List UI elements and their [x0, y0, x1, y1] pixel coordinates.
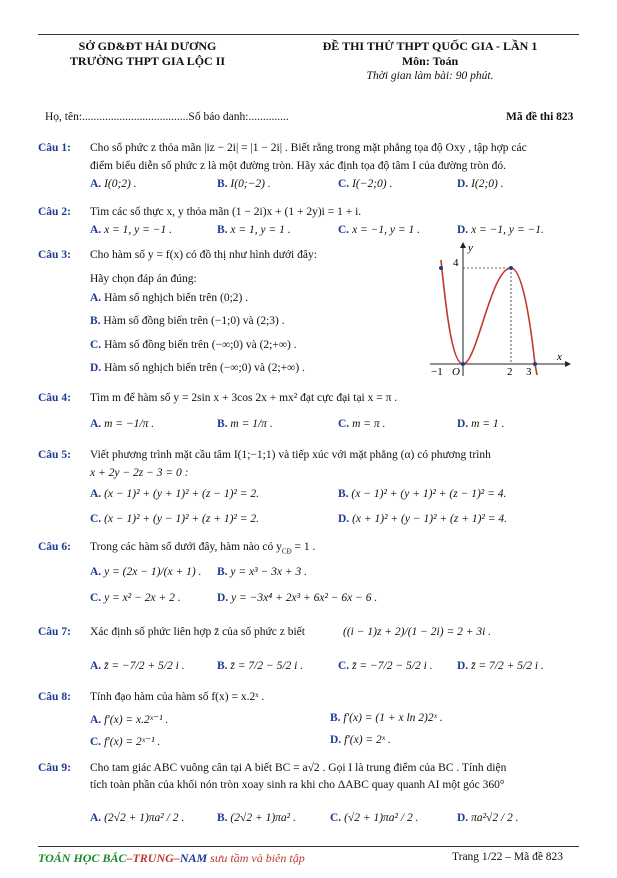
option-letter: D.: [90, 362, 102, 374]
x-tick-label: 2: [507, 366, 513, 378]
option-letter: D.: [457, 660, 469, 672]
option-a: [90, 712, 168, 726]
question-label: Câu 1:: [38, 142, 71, 154]
option-b: [90, 315, 285, 327]
option-c: [90, 592, 181, 604]
option-letter: B.: [217, 224, 228, 236]
name-field: Họ, tên:.....................................Số báo danh:..............: [45, 111, 289, 123]
option-b: [217, 566, 307, 578]
question-label: Câu 8:: [38, 691, 71, 703]
option-text: m = π .: [352, 418, 386, 430]
subscript-cd: CĐ: [281, 547, 292, 556]
option-text: y = x³ − 3x + 3 .: [230, 566, 307, 578]
option-letter: D.: [217, 592, 229, 604]
question-label: Câu 7:: [38, 626, 71, 638]
option-text: m = −1/π .: [104, 418, 155, 430]
option-text: z̄ = 7/2 + 5/2 i .: [471, 660, 544, 672]
point-marker: [533, 362, 537, 366]
option-letter: B.: [90, 315, 101, 327]
option-a: [90, 488, 259, 500]
question-text: Hãy chọn đáp án đúng:: [90, 273, 197, 285]
option-letter: A.: [90, 292, 102, 304]
option-text: z̄ = −7/2 − 5/2 i .: [352, 660, 433, 672]
option-a: [90, 660, 185, 672]
question-text-part: = 1 .: [291, 541, 316, 553]
option-c: [330, 812, 418, 824]
question-formula: ((i − 1)z + 2)/(1 − 2i) = 2 + 3i .: [343, 626, 492, 638]
option-text: x = 1, y = −1 .: [104, 224, 173, 236]
option-text: (√2 + 1)πa² / 2 .: [344, 812, 419, 824]
option-letter: B.: [330, 712, 341, 724]
option-letter: B.: [338, 488, 349, 500]
x-tick-label: 3: [526, 366, 532, 378]
footer-brand-part: NAM: [179, 851, 208, 865]
option-letter: B.: [217, 566, 228, 578]
duration: Thời gian làm bài: 90 phút.: [366, 70, 494, 82]
question-text: Tìm m để hàm số y = 2sin x + 3cos 2x + mx² đạt cực đại tại x = π .: [90, 392, 398, 404]
option-a: [90, 566, 201, 578]
question-label: Câu 6:: [38, 541, 71, 553]
question-text: Tìm các số thực x, y thỏa mãn (1 − 2i)x + (1 + 2y)i = 1 + i.: [90, 206, 362, 218]
question-label: Câu 9:: [38, 762, 71, 774]
y-axis-label: y: [468, 242, 473, 254]
option-text: (x + 1)² + (y − 1)² + (z + 1)² = 4.: [352, 513, 508, 525]
x-axis-label: x: [557, 351, 562, 363]
option-c: [90, 513, 259, 525]
origin-label: O: [452, 366, 460, 378]
bottom-rule: [38, 846, 579, 847]
option-text: y = x² − 2x + 2 .: [104, 592, 181, 604]
option-d: [457, 224, 544, 236]
option-b: [330, 712, 443, 724]
option-a: [90, 178, 137, 190]
option-text: I(0;2) .: [104, 178, 137, 190]
footer-brand: [38, 851, 305, 866]
question-label: Câu 5:: [38, 449, 71, 461]
option-text: Hàm số đồng biến trên (−1;0) và (2;3) .: [103, 315, 285, 327]
option-letter: D.: [457, 418, 469, 430]
option-text: f′(x) = (1 + x ln 2)2ˣ .: [343, 712, 443, 724]
option-text: f′(x) = x.2ˣ⁻¹ .: [104, 714, 169, 726]
option-text: πa²√2 / 2 .: [471, 812, 519, 824]
question-text: tích toàn phần của khối nón tròn xoay sinh ra khi cho ΔABC quay quanh AI một góc 360°: [90, 779, 505, 791]
option-text: I(0;−2) .: [230, 178, 271, 190]
option-d: [457, 178, 504, 190]
option-text: Hàm số nghịch biến trên (0;2) .: [104, 292, 249, 304]
x-tick-label: −1: [431, 366, 443, 378]
option-letter: A.: [90, 178, 102, 190]
option-c: [338, 418, 385, 430]
option-letter: C.: [90, 592, 102, 604]
option-text: I(−2;0) .: [352, 178, 393, 190]
option-d: [217, 592, 377, 604]
option-b: [217, 660, 303, 672]
point-marker: [461, 362, 465, 366]
y-tick-label: 4: [453, 257, 459, 269]
question-text: Tính đạo hàm của hàm số f(x) = x.2ˣ .: [90, 691, 265, 703]
option-letter: C.: [90, 339, 102, 351]
question-text: x + 2y − 2z − 3 = 0 :: [90, 467, 189, 479]
question-text: Cho tam giác ABC vuông cân tại A biết BC = a√2 . Gọi I là trung điểm của BC . Tính diện: [90, 762, 507, 774]
option-text: I(2;0) .: [471, 178, 504, 190]
option-letter: B.: [217, 178, 228, 190]
option-d: [457, 418, 504, 430]
option-letter: C.: [338, 418, 350, 430]
footer-brand-part: –TRUNG–: [126, 851, 180, 865]
option-text: (x − 1)² + (y + 1)² + (z − 1)² = 4.: [351, 488, 507, 500]
option-b: [217, 812, 296, 824]
question-text: Viết phương trình mặt cầu tâm I(1;−1;1) và tiếp xúc với mặt phẳng (α) có phương trình: [90, 449, 491, 461]
option-c: [90, 339, 297, 351]
option-letter: B.: [217, 812, 228, 824]
option-a: [90, 292, 248, 304]
question-text: điểm biểu diễn số phức z là một đường tròn. Hãy xác định tọa độ tâm I của đường tròn đó.: [90, 160, 507, 172]
option-c: [90, 734, 160, 748]
subject: Môn: Toán: [401, 54, 459, 68]
option-text: z̄ = 7/2 − 5/2 i .: [230, 660, 304, 672]
option-text: y = −3x⁴ + 2x³ + 6x² − 6x − 6 .: [231, 592, 378, 604]
option-text: f′(x) = 2ˣ .: [344, 734, 391, 746]
dept-name: SỞ GD&ĐT HẢI DƯƠNG: [78, 39, 217, 53]
option-text: Hàm số đồng biến trên (−∞;0) và (2;+∞) .: [104, 339, 297, 351]
option-b: [217, 178, 271, 190]
option-text: y = (2x − 1)/(x + 1) .: [104, 566, 202, 578]
question-text: Cho số phức z thỏa mãn |iz − 2i| = |1 − 2i| . Biết rằng trong mặt phẳng tọa độ Oxy , tập hợp các: [90, 142, 527, 154]
option-letter: A.: [90, 812, 102, 824]
function-curve: [441, 260, 537, 375]
x-axis-arrow: [565, 361, 571, 367]
question-text: [90, 541, 315, 555]
option-letter: C.: [330, 812, 342, 824]
option-text: Hàm số nghịch biến trên (−∞;0) và (2;+∞) .: [104, 362, 305, 374]
option-text: (x − 1)² + (y − 1)² + (z + 1)² = 2.: [104, 513, 260, 525]
option-text: (2√2 + 1)πa² .: [230, 812, 296, 824]
option-text: z̄ = −7/2 + 5/2 i .: [104, 660, 185, 672]
option-d: [330, 734, 391, 746]
question-text: Cho hàm số y = f(x) có đồ thị như hình dưới đây:: [90, 249, 317, 261]
option-text: m = 1/π .: [230, 418, 273, 430]
point-marker: [439, 266, 443, 270]
footer-brand-part: TOÁN HỌC BẮC: [38, 851, 127, 865]
function-graph: [425, 240, 575, 380]
option-b: [217, 224, 291, 236]
option-text: x = 1, y = 1 .: [230, 224, 291, 236]
page-number: Trang 1/22 – Mã đề 823: [452, 851, 564, 863]
option-letter: D.: [457, 812, 469, 824]
option-letter: C.: [90, 513, 102, 525]
question-label: Câu 3:: [38, 249, 71, 261]
option-letter: C.: [90, 736, 102, 748]
option-letter: A.: [90, 660, 102, 672]
option-b: [217, 418, 273, 430]
question-label: Câu 2:: [38, 206, 71, 218]
option-c: [338, 178, 392, 190]
option-letter: C.: [338, 178, 350, 190]
option-letter: D.: [457, 224, 469, 236]
option-c: [338, 224, 420, 236]
y-axis-arrow: [460, 242, 466, 248]
option-text: (2√2 + 1)πa² / 2 .: [104, 812, 185, 824]
option-letter: B.: [217, 660, 228, 672]
option-letter: A.: [90, 566, 102, 578]
question-label: Câu 4:: [38, 392, 71, 404]
school-name: TRƯỜNG THPT GIA LỘC II: [69, 54, 226, 68]
option-letter: A.: [90, 714, 102, 726]
option-text: f′(x) = 2ˣ⁻¹ .: [104, 736, 161, 748]
option-text: (x − 1)² + (y + 1)² + (z − 1)² = 2.: [104, 488, 260, 500]
option-letter: B.: [217, 418, 228, 430]
option-letter: A.: [90, 418, 102, 430]
option-letter: D.: [457, 178, 469, 190]
option-text: m = 1 .: [471, 418, 505, 430]
option-letter: D.: [330, 734, 342, 746]
option-d: [457, 660, 544, 672]
option-d: [90, 362, 305, 374]
point-marker: [509, 266, 513, 270]
option-letter: C.: [338, 660, 350, 672]
question-text-part: Trong các hàm số dưới đây, hàm nào có y: [90, 541, 282, 553]
option-b: [338, 488, 506, 500]
option-a: [90, 418, 154, 430]
option-letter: A.: [90, 224, 102, 236]
option-d: [338, 513, 507, 525]
option-letter: D.: [338, 513, 350, 525]
option-text: x = −1, y = 1 .: [352, 224, 421, 236]
exam-code: Mã đề thi 823: [506, 111, 574, 123]
option-letter: C.: [338, 224, 350, 236]
option-d: [457, 812, 519, 824]
option-letter: A.: [90, 488, 102, 500]
top-rule: [38, 34, 579, 35]
question-text: Xác định số phức liên hợp z̄ của số phức z biết: [90, 626, 305, 638]
option-text: x = −1, y = −1.: [471, 224, 544, 236]
option-a: [90, 224, 172, 236]
footer-brand-part: sưu tầm và biên tập: [207, 851, 305, 865]
option-a: [90, 812, 184, 824]
option-c: [338, 660, 433, 672]
exam-title: ĐỀ THI THỬ THPT QUỐC GIA - LẦN 1: [322, 39, 538, 53]
